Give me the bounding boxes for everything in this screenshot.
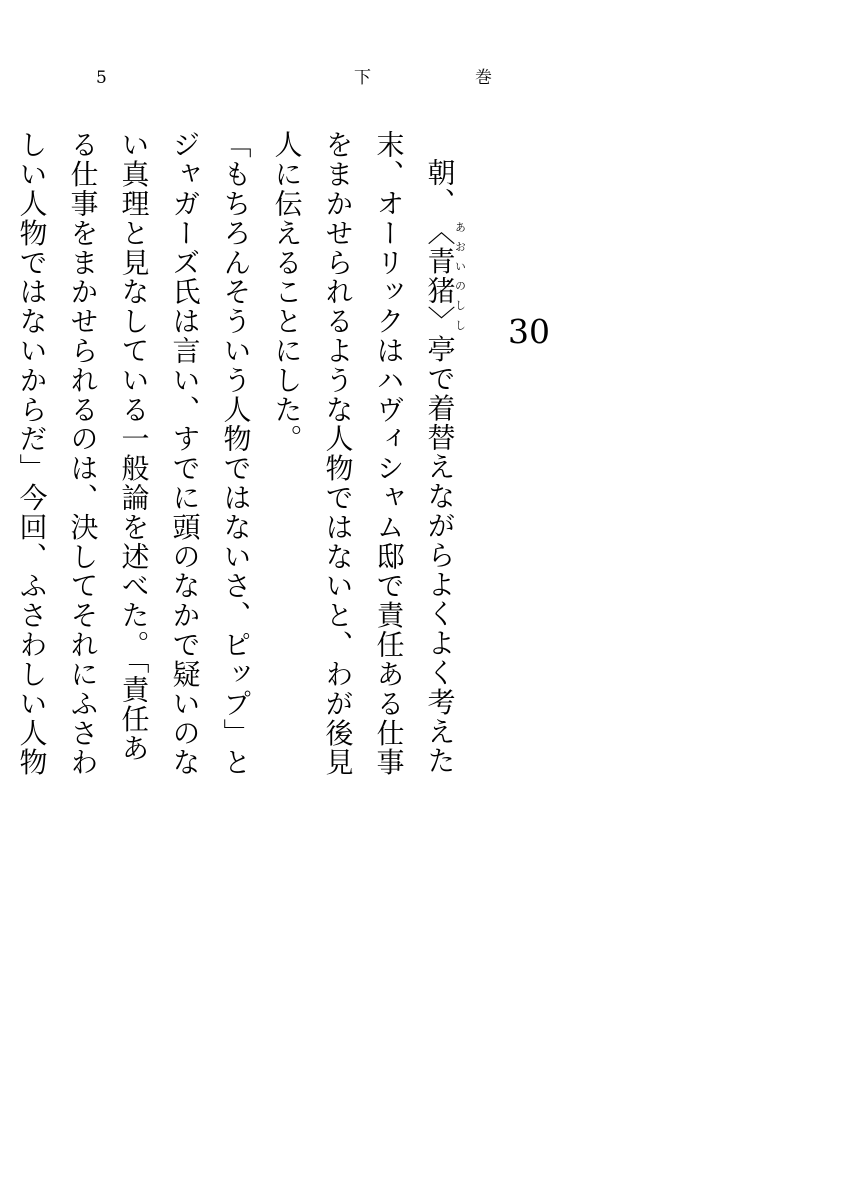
text-run: 亭で着替えながらよくよく考えた 末、オーリックはハヴィシャム邸で責任ある仕事 をまかせられるような人物ではないと、わが後見 人に伝えることにした。	[270, 130, 457, 777]
body-text	[15, 130, 467, 1110]
text-run: 朝、	[423, 158, 457, 217]
volume-title: 下巻	[354, 68, 596, 88]
ruby-base: 〈青猪〉	[423, 216, 457, 335]
ruby-word	[423, 216, 467, 335]
running-header	[96, 66, 596, 90]
paragraph	[262, 130, 467, 1110]
paragraph	[0, 130, 262, 1110]
ruby-reading: あおいのしし	[453, 216, 467, 335]
page-number: 5	[96, 68, 107, 88]
chapter-number: 30	[508, 312, 550, 351]
text-run: 「もちろんそういう人物ではないさ、ピップ」と ジャガーズ氏は言い、すでに頭のなかで疑いのな い真理と見なしている一般論を述べた。「責任あ る仕事をまかせられるのは、決してそれにふさわ しい人物ではないからだ」今回、ふさわしい人物	[15, 130, 253, 777]
